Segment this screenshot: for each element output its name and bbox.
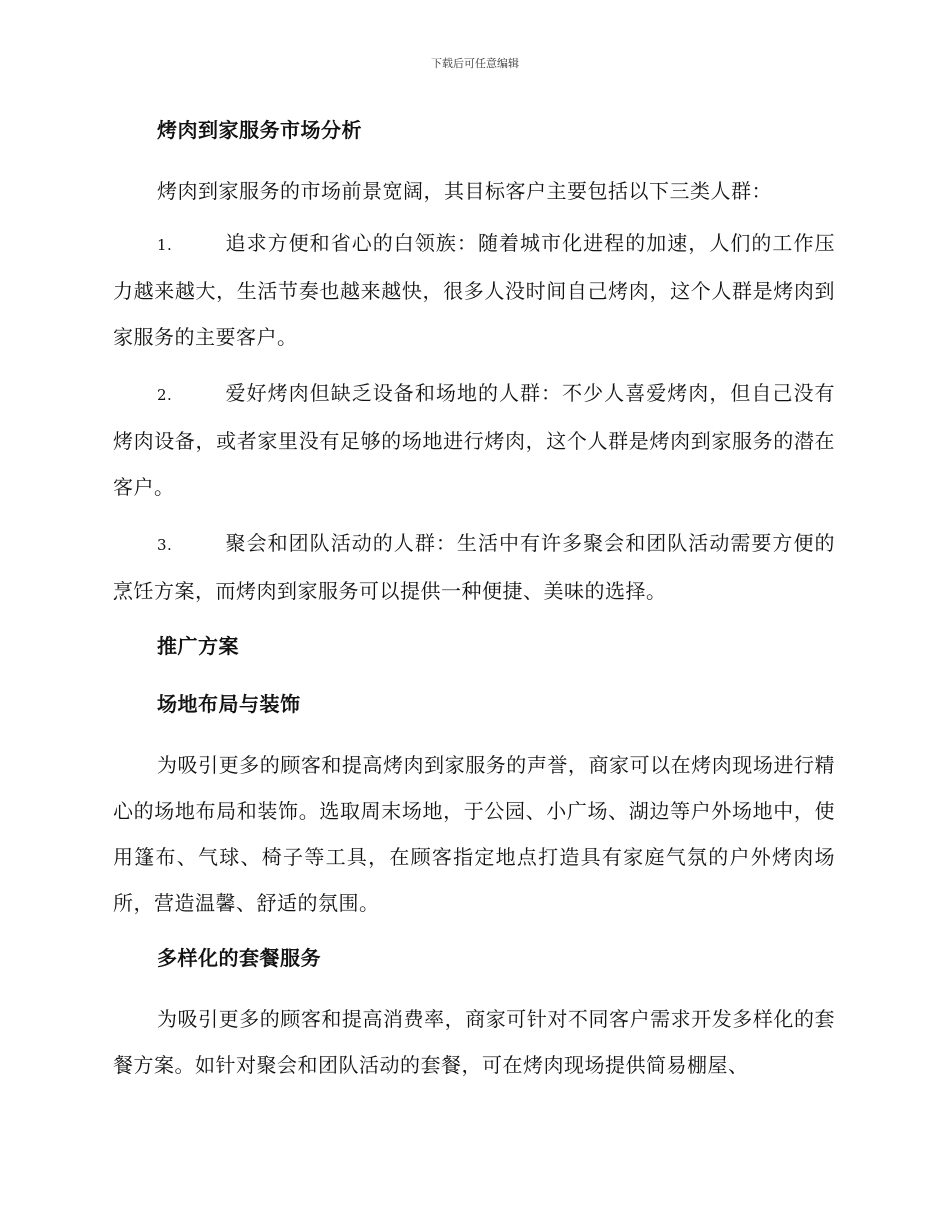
list-item [113, 520, 835, 614]
market-analysis-heading: 烤肉到家服务市场分析 [157, 118, 362, 142]
list-item-text: 爱好烤肉但缺乏设备和场地的人群：不少人喜爱烤肉，但自己没有烤肉设备，或者家里没有足够的场地进行烤肉，这个人群是烤肉到家服务的潜在客户。 [113, 381, 835, 499]
venue-heading: 场地布局与装饰 [157, 692, 301, 716]
list-item-text: 聚会和团队活动的人群：生活中有许多聚会和团队活动需要方便的烹饪方案，而烤肉到家服务可以提供一种便捷、美味的选择。 [113, 531, 835, 603]
list-item-number: 3. [157, 536, 173, 554]
package-heading: 多样化的套餐服务 [157, 946, 321, 970]
list-item-number: 1. [157, 236, 173, 254]
page-header: 下载后可任意编辑 [431, 57, 519, 70]
list-item [113, 220, 835, 360]
market-intro-paragraph: 烤肉到家服务的市场前景宽阔，其目标客户主要包括以下三类人群： [157, 179, 772, 203]
list-item [113, 370, 835, 510]
package-paragraph: 为吸引更多的顾客和提高消费率，商家可针对不同客户需求开发多样化的套餐方案。如针对聚会和团队活动的套餐，可在烤肉现场提供简易棚屋、 [113, 1007, 835, 1077]
document-body [113, 110, 835, 1098]
promotion-heading: 推广方案 [157, 634, 239, 658]
list-item-text: 追求方便和省心的白领族：随着城市化进程的加速，人们的工作压力越来越大，生活节奏也越来越快，很多人没时间自己烤肉，这个人群是烤肉到家服务的主要客户。 [113, 231, 835, 349]
list-item-number: 2. [157, 386, 173, 404]
venue-paragraph: 为吸引更多的顾客和提高烤肉到家服务的声誉，商家可以在烤肉现场进行精心的场地布局和装饰。选取周末场地，于公园、小广场、湖边等户外场地中，使用篷布、气球、椅子等工具，在顾客指定地点打造具有家庭气氛的户外烤肉场所，营造温馨、舒适的氛围。 [113, 753, 835, 915]
